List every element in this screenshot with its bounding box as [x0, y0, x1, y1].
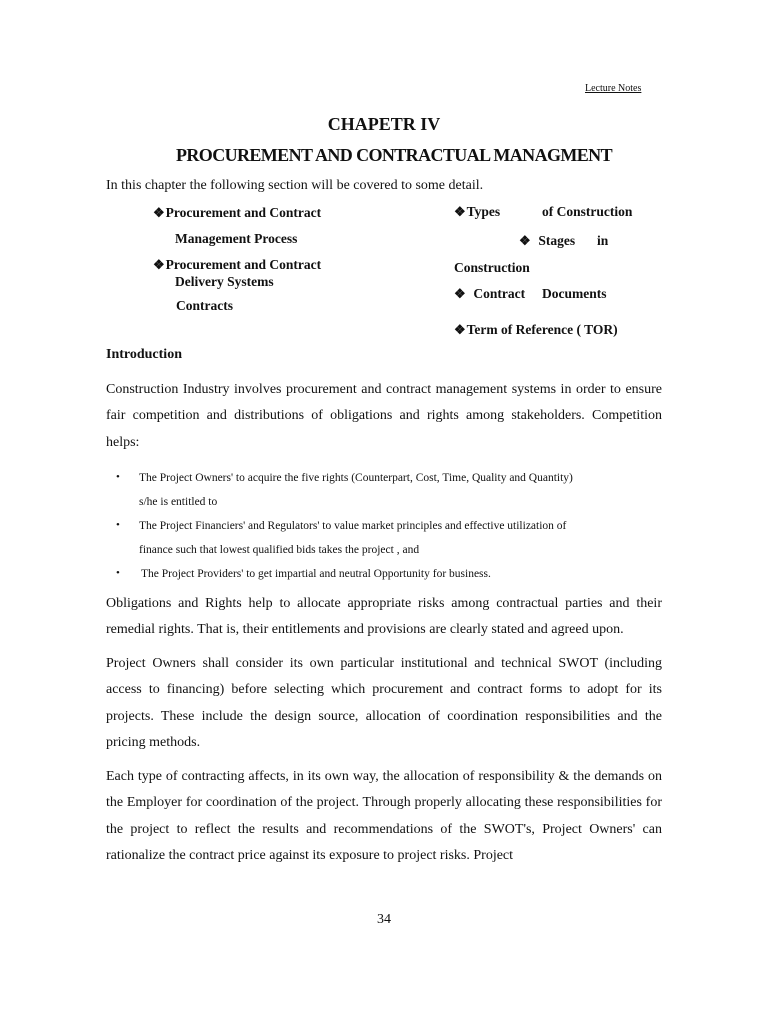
list-item: The Project Owners' to acquire the five rights (Counterpart, Cost, Time, Quality and Quantity)	[139, 472, 573, 484]
toc-item-line: Types	[466, 204, 501, 219]
paragraph: Obligations and Rights help to allocate appropriate risks among contractual parties and their remedial rights. That is, their entitlements and provisions are clearly stated and agreed upon.	[106, 596, 662, 638]
toc-item-line: Construction	[454, 260, 530, 275]
paragraph: Construction Industry involves procurement and contract management systems in order to ensure fair competition and distributions of obligations and rights among stakeholders. Competition helps:	[106, 382, 662, 450]
list-item-continued: s/he is entitled to	[139, 496, 218, 508]
toc-item-line: Stages	[538, 233, 576, 248]
toc-item-contract-documents	[454, 286, 525, 302]
toc-item-line: Procurement and Contract	[165, 257, 322, 272]
diamond-bullet-icon: ❖	[454, 286, 466, 301]
chapter-label: CHAPETR IV	[327, 114, 441, 134]
list-item-continued: finance such that lowest qualified bids takes the project , and	[139, 544, 420, 556]
intro-sentence: In this chapter the following section will be covered to some detail.	[106, 178, 484, 193]
toc-item-line: Delivery Systems	[175, 274, 274, 289]
list-item: The Project Providers' to get impartial and neutral Opportunity for business.	[141, 568, 491, 580]
toc-item-line: in	[597, 233, 609, 248]
toc-item-line: Contracts	[176, 298, 233, 313]
toc-item-line: Documents	[542, 286, 607, 301]
toc-item-delivery-systems	[153, 257, 321, 273]
list-item: The Project Financiers' and Regulators' to value market principles and effective utilization of	[139, 520, 567, 532]
toc-item-tor	[454, 322, 618, 338]
diamond-bullet-icon: ❖	[153, 257, 165, 272]
toc-item-types	[454, 204, 500, 220]
page-number: 34	[377, 912, 391, 927]
toc-item-stages	[519, 233, 575, 249]
introduction-heading: Introduction	[106, 347, 182, 362]
toc-item-management-process	[153, 205, 321, 221]
diamond-bullet-icon: ❖	[519, 233, 531, 248]
toc-item-line: Contract	[473, 286, 526, 301]
toc-item-line: of Construction	[542, 204, 633, 219]
toc-item-line: Management Process	[175, 231, 298, 246]
diamond-bullet-icon: ❖	[454, 204, 466, 219]
diamond-bullet-icon: ❖	[153, 205, 165, 220]
diamond-bullet-icon: ❖	[454, 322, 466, 337]
toc-item-line: Term of Reference ( TOR)	[466, 322, 618, 337]
lecture-notes-label: Lecture Notes	[585, 83, 642, 94]
paragraph: Project Owners shall consider its own particular institutional and technical SWOT (including access to financing) before selecting which procurement and contract forms to adopt for its projects. These include the design source, allocation of coordination responsibilities and the pricing methods.	[106, 656, 662, 750]
bullet-dot-icon: •	[116, 567, 120, 579]
paragraph: Each type of contracting affects, in its own way, the allocation of responsibility & the demands on the Employer for coordination of the project. Through properly allocating these responsibilities for the project to reflect the results and recommendations of the SWOT's, Project Owners' can rationalize the contract price against its exposure to project risks. Project	[106, 769, 662, 863]
bullet-dot-icon: •	[116, 471, 120, 483]
toc-item-line: Procurement and Contract	[165, 205, 322, 220]
bullet-dot-icon: •	[116, 519, 120, 531]
chapter-title: PROCUREMENT AND CONTRACTUAL MANAGMENT	[176, 145, 612, 165]
